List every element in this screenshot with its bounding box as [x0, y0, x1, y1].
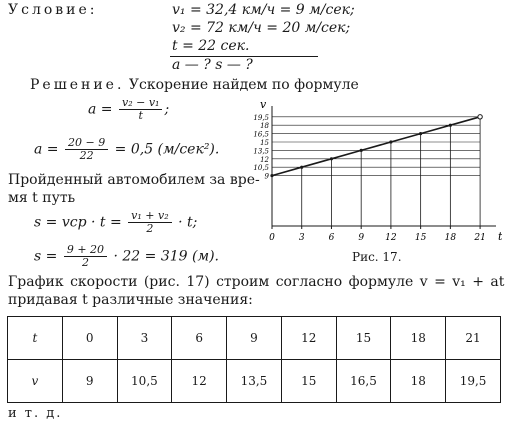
calc-a-fraction: [65, 137, 108, 162]
solution-heading: [30, 77, 359, 93]
data-point: [270, 174, 273, 177]
formula-a-lhs: a =: [88, 101, 113, 118]
y-axis-label: v: [260, 100, 267, 111]
table-cell: 9: [62, 360, 117, 403]
calc-a-lhs: a =: [34, 141, 59, 158]
data-point: [449, 124, 452, 127]
table-cell: 13,5: [227, 360, 282, 403]
table-cell: 21: [446, 317, 501, 360]
solution-label: Решение.: [30, 77, 125, 93]
table-cell: 0: [62, 317, 117, 360]
data-point: [389, 140, 392, 143]
end-point-marker: [478, 115, 482, 119]
table-row-v: [8, 360, 501, 403]
table-cell: 12: [172, 360, 227, 403]
calc-a: [34, 137, 219, 162]
x-axis-label: t: [498, 230, 502, 243]
table-row-t: [8, 317, 501, 360]
paragraph-line1: График скорости (рис. 17) строим согласно формуле v = v₁ + at: [8, 274, 505, 290]
table-cell: 18: [391, 317, 446, 360]
condition-unknowns: a — ? s — ?: [172, 57, 253, 73]
x-tick-label: 12: [385, 233, 397, 243]
calc-a-num: 20 − 9: [65, 137, 108, 150]
formula-s-num: v₁ + v₂: [128, 210, 171, 223]
path-text-line2: мя t путь: [8, 190, 76, 206]
x-tick-label: 18: [444, 233, 457, 243]
x-tick-label: 6: [328, 233, 335, 243]
y-tick-label: 12: [260, 155, 269, 164]
formula-s-fraction: [128, 210, 171, 235]
table-header-t: t: [8, 317, 63, 360]
formula-a: [88, 97, 169, 122]
calc-s-num: 9 + 20: [64, 244, 107, 257]
figure-caption: Рис. 17.: [352, 250, 402, 264]
data-point: [330, 157, 333, 160]
table-cell: 12: [281, 317, 336, 360]
y-tick-label: 19,5: [253, 113, 269, 122]
calc-s-den: 2: [81, 256, 89, 269]
table-cell: 6: [172, 317, 227, 360]
formula-s-tail: · t;: [178, 214, 198, 231]
y-tick-label: 16,5: [253, 130, 269, 139]
x-tick-label: 0: [269, 233, 275, 243]
x-tick-label: 15: [414, 233, 427, 243]
table-cell: 15: [336, 317, 391, 360]
calc-a-den: 22: [79, 149, 94, 162]
y-tick-label: 10,5: [253, 164, 269, 173]
formula-s-lhs: s = vср · t =: [34, 214, 122, 231]
data-point: [360, 149, 363, 152]
calc-s: [34, 244, 219, 269]
y-tick-label: 18: [260, 122, 269, 131]
path-text-line1: Пройденный автомобилем за вре-: [8, 172, 260, 188]
table-cell: 10,5: [117, 360, 172, 403]
formula-a-num: v₂ − v₁: [119, 97, 162, 110]
paragraph-line2: придавая t различные значения:: [8, 292, 253, 308]
calc-a-tail: = 0,5 (м/сек²).: [114, 141, 220, 158]
formula-s-den: 2: [146, 222, 154, 235]
table-cell: 15: [281, 360, 336, 403]
formula-s: [34, 210, 197, 235]
formula-a-den: t: [138, 109, 143, 122]
solution-intro: Ускорение найдем по формуле: [128, 77, 359, 93]
y-tick-label: 13,5: [253, 147, 269, 156]
calc-s-fraction: [64, 244, 107, 269]
velocity-chart: [252, 100, 502, 248]
condition-v1: v₁ = 32,4 км/ч = 9 м/сек;: [172, 2, 355, 18]
condition-t: t = 22 сек.: [172, 38, 250, 54]
data-point: [300, 166, 303, 169]
condition-v2: v₂ = 72 км/ч = 20 м/сек;: [172, 20, 351, 36]
table-header-v: v: [8, 360, 63, 403]
x-tick-label: 3: [298, 233, 305, 243]
table-cell: 19,5: [446, 360, 501, 403]
formula-a-fraction: [119, 97, 162, 122]
footer-etc: и т. д.: [8, 406, 63, 421]
calc-s-tail: · 22 = 319 (м).: [113, 248, 219, 265]
formula-a-tail: ;: [164, 101, 170, 118]
y-tick-label: 9: [264, 172, 269, 181]
data-point: [419, 132, 422, 135]
table-cell: 9: [227, 317, 282, 360]
y-tick-label: 15: [260, 139, 269, 147]
calc-s-lhs: s =: [34, 248, 58, 265]
x-tick-label: 9: [358, 233, 365, 243]
condition-label: Условие:: [8, 2, 98, 18]
table-cell: 18: [391, 360, 446, 403]
table-cell: 3: [117, 317, 172, 360]
x-tick-label: 21: [474, 233, 486, 243]
values-table: [7, 316, 501, 403]
table-cell: 16,5: [336, 360, 391, 403]
